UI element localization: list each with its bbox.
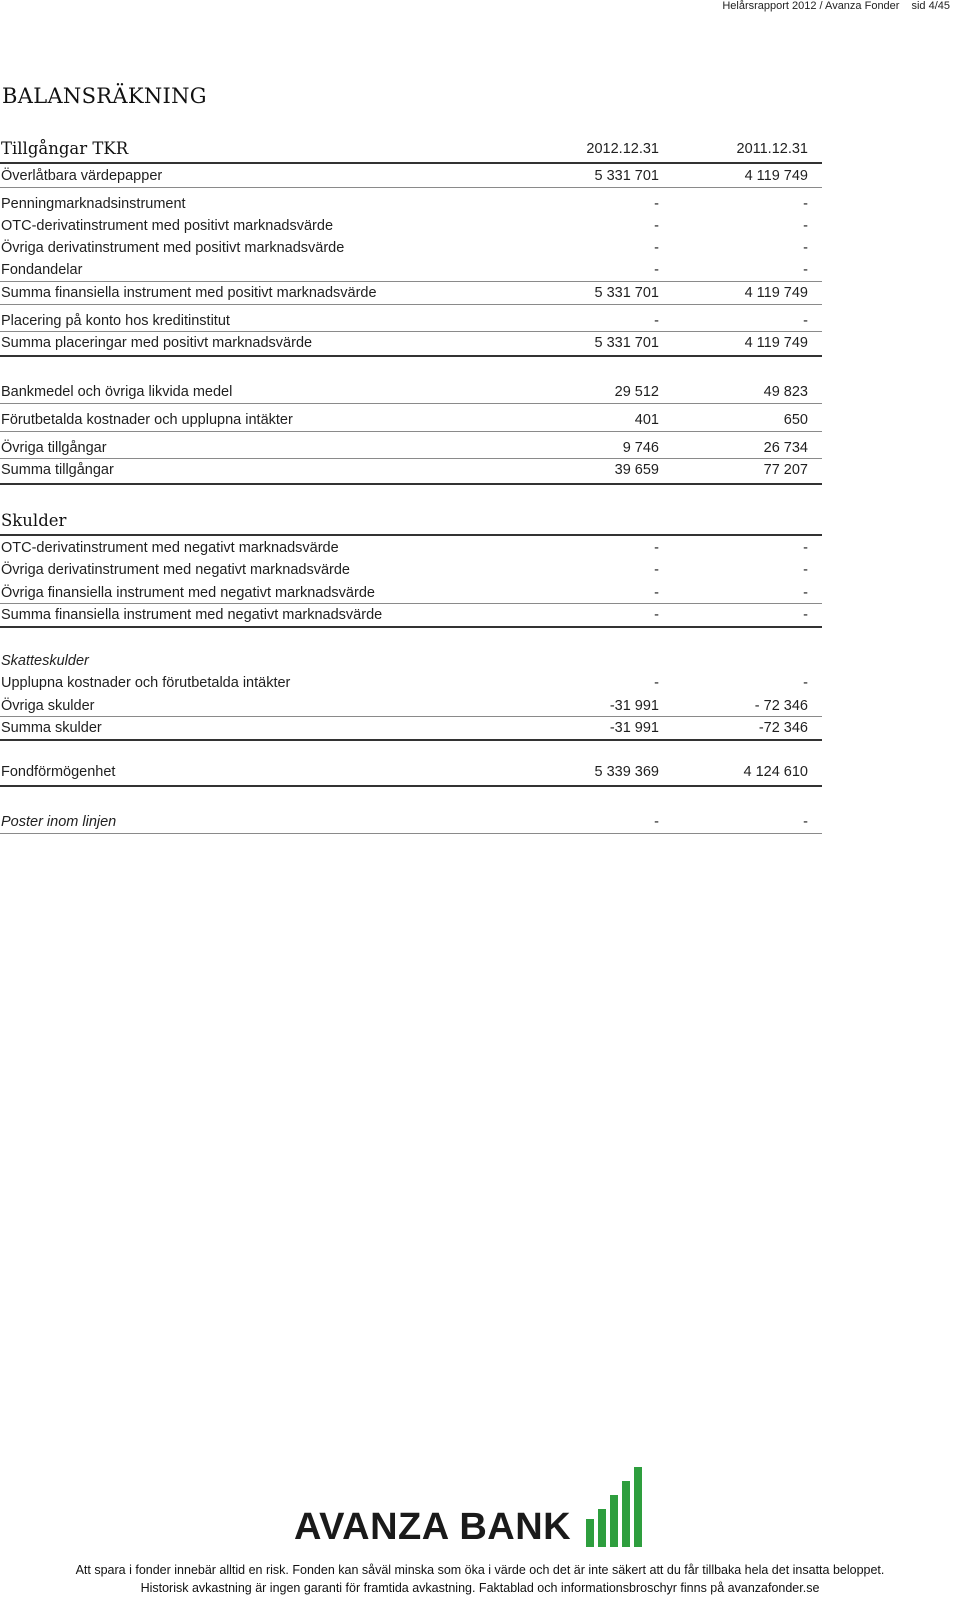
- table-row: [0, 604, 822, 626]
- row-value-2012: -: [654, 562, 659, 578]
- section-rule: [0, 739, 822, 741]
- row-value-2012: -: [654, 218, 659, 234]
- table-row: [0, 332, 822, 354]
- row-value-2011: -: [803, 562, 808, 578]
- table-row: [0, 672, 822, 694]
- table-row: [0, 193, 822, 215]
- row-value-2012: -: [654, 607, 659, 623]
- row-label: Summa finansiella instrument med negativt marknadsvärde: [1, 607, 383, 623]
- row-value-2011: 4 119 749: [744, 285, 808, 301]
- table-row: [0, 811, 822, 833]
- row-value-2011: -: [803, 814, 808, 830]
- row-value-2011: 49 823: [763, 384, 808, 400]
- row-divider: [0, 833, 822, 834]
- row-value-2012: -: [654, 585, 659, 601]
- row-value-2011: -72 346: [758, 720, 808, 736]
- table-row: [0, 165, 822, 187]
- row-value-2011: 4 124 610: [743, 764, 808, 780]
- assets-heading-rule: [0, 162, 822, 164]
- row-value-2011: -: [803, 675, 808, 691]
- row-label: Överlåtbara värdepapper: [1, 168, 163, 184]
- row-label: Poster inom linjen: [1, 814, 117, 830]
- table-row: [0, 381, 822, 403]
- row-value-2011: 4 119 749: [744, 335, 808, 351]
- row-value-2011: -: [803, 196, 808, 212]
- row-value-2012: -31 991: [609, 698, 659, 714]
- row-value-2012: 5 339 369: [594, 764, 659, 780]
- row-label: Fondandelar: [1, 262, 83, 278]
- row-label: Övriga skulder: [1, 698, 95, 714]
- risk-disclaimer: Att spara i fonder innebär alltid en risk. Fonden kan såväl minska som öka i värde och det är inte säkert att du får tillbaka hela det insatta beloppet.: [75, 1563, 885, 1577]
- row-value-2012: -31 991: [609, 720, 659, 736]
- table-row: [0, 310, 822, 332]
- row-value-2011: - 72 346: [754, 698, 808, 714]
- row-label: OTC-derivatinstrument med positivt marknadsvärde: [1, 218, 334, 234]
- row-label: Summa tillgångar: [1, 462, 114, 478]
- row-label: Övriga derivatinstrument med negativt marknadsvärde: [1, 562, 350, 578]
- table-row: [0, 695, 822, 717]
- report-title: Helårsrapport 2012 / Avanza Fonder: [722, 0, 900, 12]
- row-value-2012: 39 659: [614, 462, 659, 478]
- row-value-2011: -: [803, 607, 808, 623]
- row-value-2011: 650: [783, 412, 808, 428]
- table-row: [0, 717, 822, 739]
- row-value-2012: -: [654, 540, 659, 556]
- row-value-2011: 4 119 749: [744, 168, 808, 184]
- row-value-2011: -: [803, 313, 808, 329]
- row-value-2012: -: [654, 313, 659, 329]
- table-row: [0, 259, 822, 281]
- row-label: OTC-derivatinstrument med negativt marknadsvärde: [1, 540, 339, 556]
- row-label: Fondförmögenhet: [1, 764, 116, 780]
- row-value-2011: 26 734: [763, 440, 808, 456]
- column-header-2012: 2012.12.31: [586, 141, 659, 157]
- row-label: Övriga finansiella instrument med negativt marknadsvärde: [1, 585, 375, 601]
- page-number: sid 4/45: [911, 0, 950, 12]
- row-label: Bankmedel och övriga likvida medel: [1, 384, 233, 400]
- row-value-2011: -: [803, 585, 808, 601]
- avanza-bank-logo: [294, 1467, 648, 1547]
- page-title: BALANSRÄKNING: [2, 84, 207, 108]
- section-rule: [0, 626, 822, 628]
- table-row: [0, 409, 822, 431]
- row-value-2012: 5 331 701: [594, 335, 659, 351]
- row-divider: [0, 403, 822, 404]
- row-value-2012: -: [654, 675, 659, 691]
- row-value-2012: 9 746: [622, 440, 659, 456]
- row-value-2012: -: [654, 240, 659, 256]
- row-label: Övriga derivatinstrument med positivt marknadsvärde: [1, 240, 345, 256]
- section-rule: [0, 355, 822, 357]
- row-label: Summa finansiella instrument med positivt marknadsvärde: [1, 285, 377, 301]
- row-value-2011: -: [803, 540, 808, 556]
- row-label: Summa skulder: [1, 720, 102, 736]
- row-label: Förutbetalda kostnader och upplupna intäkter: [1, 412, 293, 428]
- row-label: Placering på konto hos kreditinstitut: [1, 313, 230, 329]
- table-row: [0, 537, 822, 559]
- logo-bars-icon: [586, 1467, 646, 1547]
- row-divider: [0, 431, 822, 432]
- section-rule: [0, 483, 822, 485]
- row-value-2011: -: [803, 218, 808, 234]
- table-row: [0, 282, 822, 304]
- row-value-2012: -: [654, 196, 659, 212]
- logo-wordmark: AVANZA BANK: [294, 1506, 572, 1548]
- row-label: Skatteskulder: [1, 653, 89, 669]
- table-row: [0, 215, 822, 237]
- row-value-2012: -: [654, 814, 659, 830]
- row-value-2011: -: [803, 240, 808, 256]
- row-label: Penningmarknadsinstrument: [1, 196, 186, 212]
- column-header-2011: 2011.12.31: [736, 141, 808, 157]
- row-value-2011: -: [803, 262, 808, 278]
- row-label: Upplupna kostnader och förutbetalda intäkter: [1, 675, 291, 691]
- assets-heading-row: [0, 136, 822, 162]
- liabilities-heading: Skulder: [1, 511, 67, 530]
- table-row: [0, 761, 822, 783]
- table-row: [0, 459, 822, 481]
- liabilities-heading-rule: [0, 534, 822, 536]
- row-value-2012: 29 512: [614, 384, 659, 400]
- table-row: [0, 650, 822, 672]
- row-label: Summa placeringar med positivt marknadsvärde: [1, 335, 313, 351]
- return-disclaimer: Historisk avkastning är ingen garanti för framtida avkastning. Faktablad och informationsbroschyr finns på avanzafonder.se: [140, 1581, 820, 1595]
- table-row: [0, 437, 822, 459]
- row-value-2012: -: [654, 262, 659, 278]
- section-rule: [0, 785, 822, 787]
- table-row: [0, 237, 822, 259]
- assets-heading: Tillgångar TKR: [1, 139, 129, 158]
- table-row: [0, 582, 822, 604]
- row-divider: [0, 187, 822, 188]
- row-value-2012: 5 331 701: [594, 285, 659, 301]
- table-row: [0, 559, 822, 581]
- page-header: [722, 0, 950, 12]
- row-label: Övriga tillgångar: [1, 440, 107, 456]
- row-value-2012: 401: [634, 412, 659, 428]
- row-value-2012: 5 331 701: [594, 168, 659, 184]
- row-divider: [0, 304, 822, 305]
- row-value-2011: 77 207: [763, 462, 808, 478]
- liabilities-heading-row: [0, 508, 822, 534]
